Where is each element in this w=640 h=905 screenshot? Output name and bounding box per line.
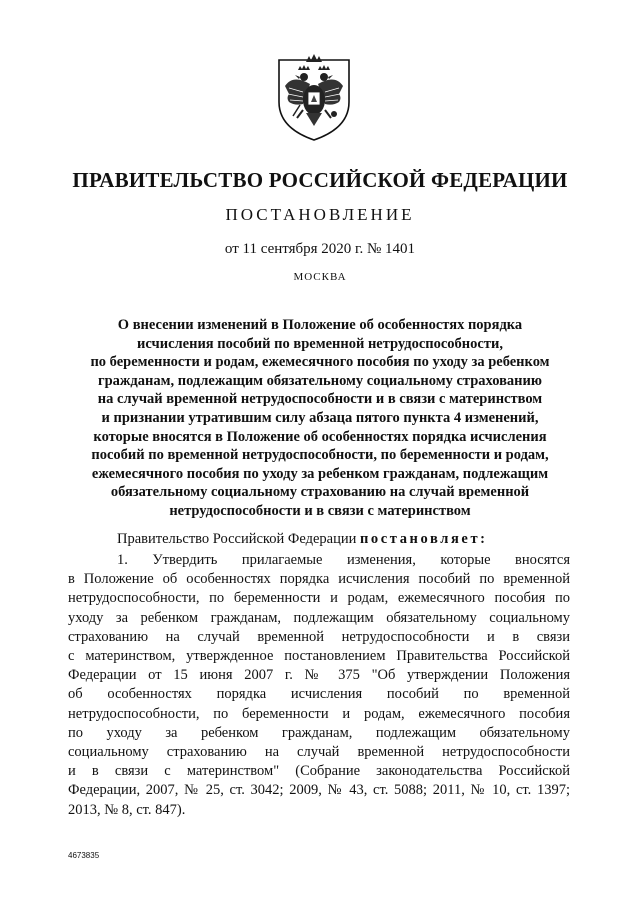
heading-line: гражданам, подлежащим обязательному социальному страхованию: [98, 372, 542, 389]
body-line: уходу за ребенком гражданам, подлежащим обязательному социальному: [68, 609, 570, 626]
body-line: нетрудоспособности, по беременности и родам, ежемесячного пособия по: [68, 590, 570, 607]
body-line: 2013, № 8, ст. 847).: [68, 801, 186, 818]
body-line: об особенностях порядка исчисления пособий по временной: [68, 686, 570, 703]
document-code: 4673835: [68, 851, 100, 860]
heading-line: и признании утратившим силу абзаца пятого пункта 4 изменений,: [101, 409, 539, 426]
heading-line: на случай временной нетрудоспособности и в связи с материнством: [97, 391, 543, 408]
document-city: МОСКВА: [293, 271, 347, 283]
preamble-verb: постановляет:: [359, 531, 488, 547]
body-line: в Положение об особенностях порядка исчисления пособий по временной: [68, 571, 570, 588]
document-heading: [72, 316, 568, 521]
heading-line: обязательному социальному страхованию на случай временной: [110, 484, 530, 501]
heading-line: которые вносятся в Положение об особенностях порядка исчисления: [93, 428, 547, 445]
body-line: Федерации от 15 июня 2007 г. № 375 "Об утверждении Положения: [68, 667, 570, 684]
heading-line: нетрудоспособности и в связи с материнством: [169, 502, 471, 519]
heading-line: О внесении изменений в Положение об особенностях порядка: [117, 317, 523, 333]
heading-line: ежемесячного пособия по уходу за ребенком гражданам, подлежащим: [91, 465, 549, 482]
body-line: социальному страхованию на случай временной нетрудоспособности: [68, 744, 570, 761]
body-line: Федерации, 2007, № 25, ст. 3042; 2009, № 43, ст. 5088; 2011, № 10, ст. 1397;: [68, 782, 570, 799]
heading-line: пособий по временной нетрудоспособности, по беременности и родам,: [91, 447, 549, 464]
heading-line: по беременности и родам, ежемесячного пособия по уходу за ребенком: [90, 354, 550, 371]
document-body: [68, 551, 570, 820]
document-type: ПОСТАНОВЛЕНИЕ: [225, 205, 415, 224]
preamble: [117, 531, 488, 548]
heading-line: исчисления пособий по временной нетрудоспособности,: [137, 335, 503, 352]
body-line: 1. Утвердить прилагаемые изменения, которые вносятся: [117, 552, 570, 568]
body-line: по уходу за ребенком гражданам, подлежащим обязательному: [68, 724, 570, 741]
body-line: с материнством, утвержденное постановлением Правительства Российской: [68, 648, 570, 665]
government-title: ПРАВИТЕЛЬСТВО РОССИЙСКОЙ ФЕДЕРАЦИИ: [72, 168, 568, 192]
body-line: страхованию на случай временной нетрудоспособности и в связи: [68, 628, 570, 645]
body-line: и в связи с материнством" (Собрание законодательства Российской: [68, 763, 570, 780]
document-date-number: от 11 сентября 2020 г. № 1401: [224, 241, 416, 257]
preamble-subject: Правительство Российской Федерации: [117, 531, 360, 547]
body-line: нетрудоспособности, по беременности и родам, ежемесячного пособия: [68, 705, 570, 722]
russian-coat-of-arms-icon: [273, 50, 355, 142]
